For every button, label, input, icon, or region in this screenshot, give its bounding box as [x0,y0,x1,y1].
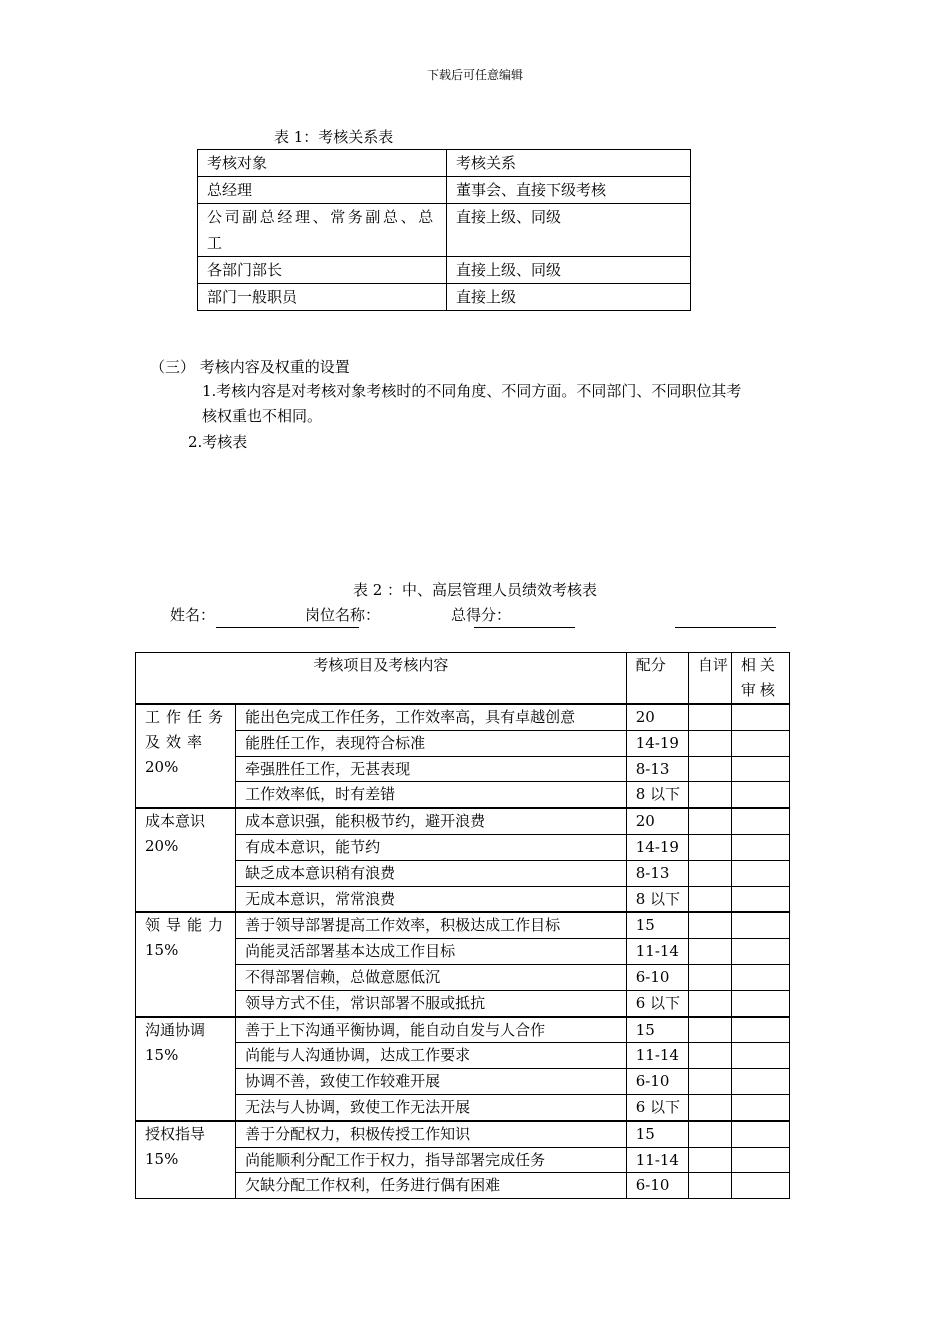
position-label: 岗位名称： [305,606,381,624]
review-cell[interactable] [731,1173,789,1199]
section-heading: （三） 考核内容及权重的设置 [150,358,350,376]
performance-table [135,652,790,1199]
criteria-cell: 无法与人协调，致使工作无法开展 [236,1094,627,1120]
table-row [136,704,790,730]
self-eval-cell[interactable] [688,730,731,756]
paragraph-line: 核权重也不相同。 [202,407,323,425]
name-field-line[interactable] [216,627,359,628]
category-cell [136,808,236,912]
relation-cell: 直接上级 [447,284,691,311]
review-cell[interactable] [731,1094,789,1120]
category-cell [136,704,236,808]
table1-caption: 表 1：考核关系表 [274,128,394,146]
review-cell[interactable] [731,886,789,912]
self-eval-cell[interactable] [688,1147,731,1173]
table-row [198,204,691,257]
header-item: 考核项目及考核内容 [136,653,627,705]
score-cell: 8 以下 [626,886,688,912]
self-eval-cell[interactable] [688,1043,731,1069]
header-cell: 考核对象 [198,150,447,177]
header-self: 自评 [688,653,731,705]
table-row [136,808,790,834]
category-weight: 15% [145,1045,179,1064]
self-eval-cell[interactable] [688,756,731,782]
total-label: 总得分： [451,606,512,624]
self-eval-cell[interactable] [688,1094,731,1120]
self-eval-cell[interactable] [688,834,731,860]
category-name: 领导能力 [145,916,230,935]
criteria-cell: 不得部署信赖，总做意愿低沉 [236,964,627,990]
score-cell: 6 以下 [626,990,688,1016]
self-eval-cell[interactable] [688,808,731,834]
score-cell: 11-14 [626,1147,688,1173]
page-header: 下载后可任意编辑 [426,68,523,82]
info-line [0,604,950,630]
header-cell: 考核关系 [447,150,691,177]
table-row [198,284,691,311]
total-field-line[interactable] [474,627,575,628]
subject-cell: 各部门部长 [198,257,447,284]
score-cell: 15 [626,1121,688,1147]
review-cell[interactable] [731,782,789,808]
review-cell[interactable] [731,1069,789,1095]
criteria-cell: 欠缺分配工作权利，任务进行偶有困难 [236,1173,627,1199]
criteria-cell: 尚能灵活部署基本达成工作目标 [236,939,627,965]
criteria-cell: 善于分配权力，积极传授工作知识 [236,1121,627,1147]
review-cell[interactable] [731,730,789,756]
category-weight: 15% [145,941,179,960]
self-eval-cell[interactable] [688,782,731,808]
category-cell [136,1121,236,1199]
score-cell: 6-10 [626,1069,688,1095]
relationship-table [197,149,691,311]
category-name: 工作任务及效率 [145,708,230,751]
criteria-cell: 有成本意识，能节约 [236,834,627,860]
self-eval-cell[interactable] [688,1121,731,1147]
score-cell: 8-13 [626,860,688,886]
self-eval-cell[interactable] [688,1017,731,1043]
table-header-row [136,653,790,705]
criteria-cell: 领导方式不佳，常识部署不服或抵抗 [236,990,627,1016]
table-row [198,257,691,284]
score-cell: 14-19 [626,834,688,860]
score-cell: 14-19 [626,730,688,756]
category-cell [136,912,236,1016]
score-cell: 20 [626,704,688,730]
category-name: 成本意识 [145,812,206,831]
table-row [198,177,691,204]
relation-cell: 直接上级、同级 [447,257,691,284]
score-cell: 6-10 [626,964,688,990]
relation-cell: 直接上级、同级 [447,204,691,257]
criteria-cell: 缺乏成本意识稍有浪费 [236,860,627,886]
criteria-cell: 无成本意识，常常浪费 [236,886,627,912]
review-cell[interactable] [731,1147,789,1173]
review-cell[interactable] [731,912,789,938]
score-cell: 11-14 [626,1043,688,1069]
signature-field-line[interactable] [675,627,776,628]
review-cell[interactable] [731,1017,789,1043]
review-cell[interactable] [731,964,789,990]
criteria-cell: 善于领导部署提高工作效率，积极达成工作目标 [236,912,627,938]
criteria-cell: 成本意识强，能积极节约，避开浪费 [236,808,627,834]
criteria-cell: 能胜任工作，表现符合标准 [236,730,627,756]
self-eval-cell[interactable] [688,912,731,938]
score-cell: 20 [626,808,688,834]
relation-cell: 董事会、直接下级考核 [447,177,691,204]
self-eval-cell[interactable] [688,990,731,1016]
subject-cell: 公司副总经理、常务副总、总工 [198,204,447,257]
category-cell [136,1017,236,1121]
category-name: 沟通协调 [145,1020,206,1039]
criteria-cell: 善于上下沟通平衡协调，能自动自发与人合作 [236,1017,627,1043]
score-cell: 15 [626,1017,688,1043]
review-cell[interactable] [731,1043,789,1069]
table-row [136,1017,790,1043]
category-name: 授权指导 [145,1124,206,1143]
self-eval-cell[interactable] [688,939,731,965]
category-weight: 15% [145,1149,179,1168]
subject-cell: 部门一般职员 [198,284,447,311]
criteria-cell: 尚能与人沟通协调，达成工作要求 [236,1043,627,1069]
score-cell: 8 以下 [626,782,688,808]
self-eval-cell[interactable] [688,860,731,886]
review-cell[interactable] [731,939,789,965]
criteria-cell: 协调不善，致使工作较难开展 [236,1069,627,1095]
category-weight: 20% [145,758,179,776]
header-score: 配分 [626,653,688,705]
self-eval-cell[interactable] [688,886,731,912]
review-cell[interactable] [731,756,789,782]
self-eval-cell[interactable] [688,964,731,990]
score-cell: 8-13 [626,756,688,782]
paragraph-line: 1.考核内容是对考核对象考核时的不同角度、不同方面。不同部门、不同职位其考 [202,382,742,400]
table2-caption: 表 2 ：中、高层管理人员绩效考核表 [352,581,598,599]
score-cell: 6-10 [626,1173,688,1199]
table-header-row [198,150,691,177]
review-cell[interactable] [731,704,789,730]
paragraph-line: 2.考核表 [188,433,248,451]
review-cell[interactable] [731,990,789,1016]
table-row [136,912,790,938]
review-cell[interactable] [731,1121,789,1147]
header-review: 相关审核 [731,653,789,705]
subject-cell: 总经理 [198,177,447,204]
score-cell: 15 [626,912,688,938]
score-cell: 11-14 [626,939,688,965]
category-weight: 20% [145,837,179,856]
score-cell: 6 以下 [626,1094,688,1120]
criteria-cell: 牵强胜任工作，无甚表现 [236,756,627,782]
review-cell[interactable] [731,860,789,886]
name-label: 姓名： [170,606,216,624]
review-cell[interactable] [731,808,789,834]
self-eval-cell[interactable] [688,704,731,730]
self-eval-cell[interactable] [688,1069,731,1095]
criteria-cell: 能出色完成工作任务，工作效率高，具有卓越创意 [236,704,627,730]
self-eval-cell[interactable] [688,1173,731,1199]
review-cell[interactable] [731,834,789,860]
criteria-cell: 尚能顺利分配工作于权力，指导部署完成任务 [236,1147,627,1173]
criteria-cell: 工作效率低，时有差错 [236,782,627,808]
table-row [136,1121,790,1147]
